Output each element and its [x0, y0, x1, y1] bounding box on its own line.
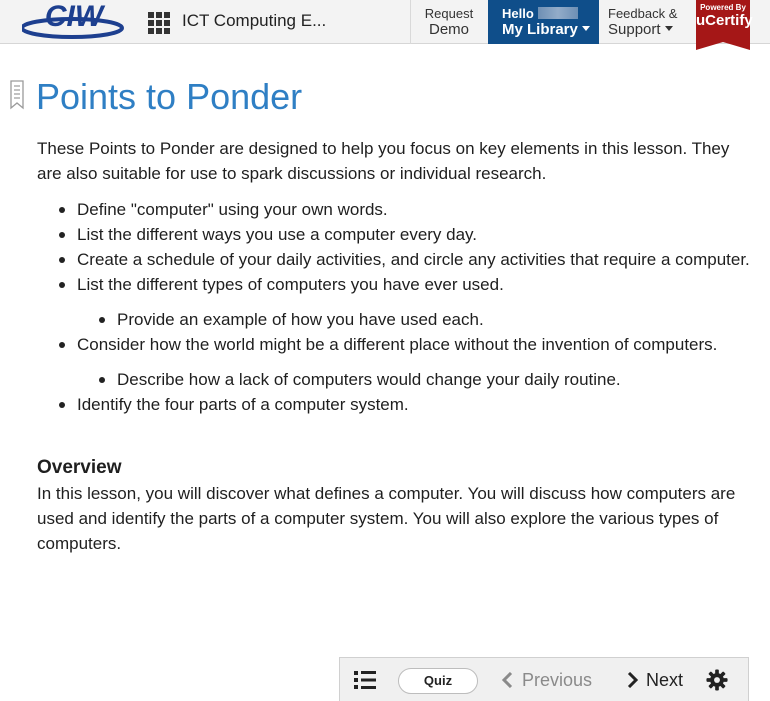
course-title[interactable]: ICT Computing E...	[182, 11, 327, 30]
page-title: Points to Ponder	[36, 76, 303, 117]
sub-list-item: Provide an example of how you have used each.	[37, 307, 752, 332]
overview-heading: Overview	[37, 457, 122, 478]
gear-icon[interactable]	[706, 669, 728, 691]
request-label: Request	[424, 6, 474, 21]
next-label: Next	[646, 670, 684, 690]
intro-paragraph: These Points to Ponder are designed to help you focus on key elements in this lesson. They are also suitable for use to spark discussions or individual research.	[37, 139, 730, 183]
list-item: Create a schedule of your daily activities, and circle any activities that require a computer.	[37, 247, 752, 272]
quiz-button[interactable]: Quiz	[398, 668, 478, 694]
request-demo-link[interactable]	[412, 6, 486, 38]
demo-label: Demo	[428, 21, 469, 38]
hello-user: Hello	[502, 6, 599, 21]
bookmark-icon[interactable]	[9, 80, 25, 110]
feedback-support-menu[interactable]	[608, 6, 688, 38]
feedback-label: Feedback &	[608, 6, 678, 21]
support-label: Support	[608, 21, 688, 38]
ciw-logo[interactable]	[22, 2, 126, 40]
previous-label: Previous	[522, 670, 593, 690]
next-button[interactable]	[620, 658, 683, 701]
list-item: Consider how the world might be a different place without the invention of computers.	[37, 332, 752, 357]
caret-down-icon	[582, 26, 590, 31]
list-item: Define "computer" using your own words.	[37, 197, 752, 222]
apps-grid-icon[interactable]	[148, 12, 170, 34]
list-item: List the different types of computers you have ever used.	[37, 272, 752, 297]
ucertify-brand: uCertify	[696, 12, 753, 29]
previous-button[interactable]	[496, 658, 592, 701]
powered-by-label: Powered By	[700, 3, 746, 12]
divider	[410, 0, 411, 44]
chevron-left-icon	[500, 672, 516, 688]
chevron-right-icon	[624, 672, 640, 688]
ucertify-badge[interactable]	[696, 0, 753, 42]
my-library-menu[interactable]	[488, 0, 599, 44]
table-of-contents-icon[interactable]	[354, 669, 376, 691]
list-item: Identify the four parts of a computer system.	[37, 392, 752, 417]
top-bar	[0, 0, 770, 44]
points-list	[37, 197, 752, 417]
logo-text: CIW	[44, 2, 104, 33]
caret-down-icon	[665, 26, 673, 31]
lesson-content	[37, 136, 752, 556]
bottom-toolbar	[339, 657, 749, 701]
my-library-label: My Library	[502, 21, 599, 38]
sub-list-item: Describe how a lack of computers would change your daily routine.	[37, 367, 752, 392]
overview-paragraph: In this lesson, you will discover what defines a computer. You will discuss how computers are used and identify the parts of a computer system. You will also explore the various types of computers.	[37, 484, 736, 553]
list-item: List the different ways you use a computer every day.	[37, 222, 752, 247]
username-redacted	[538, 7, 578, 19]
